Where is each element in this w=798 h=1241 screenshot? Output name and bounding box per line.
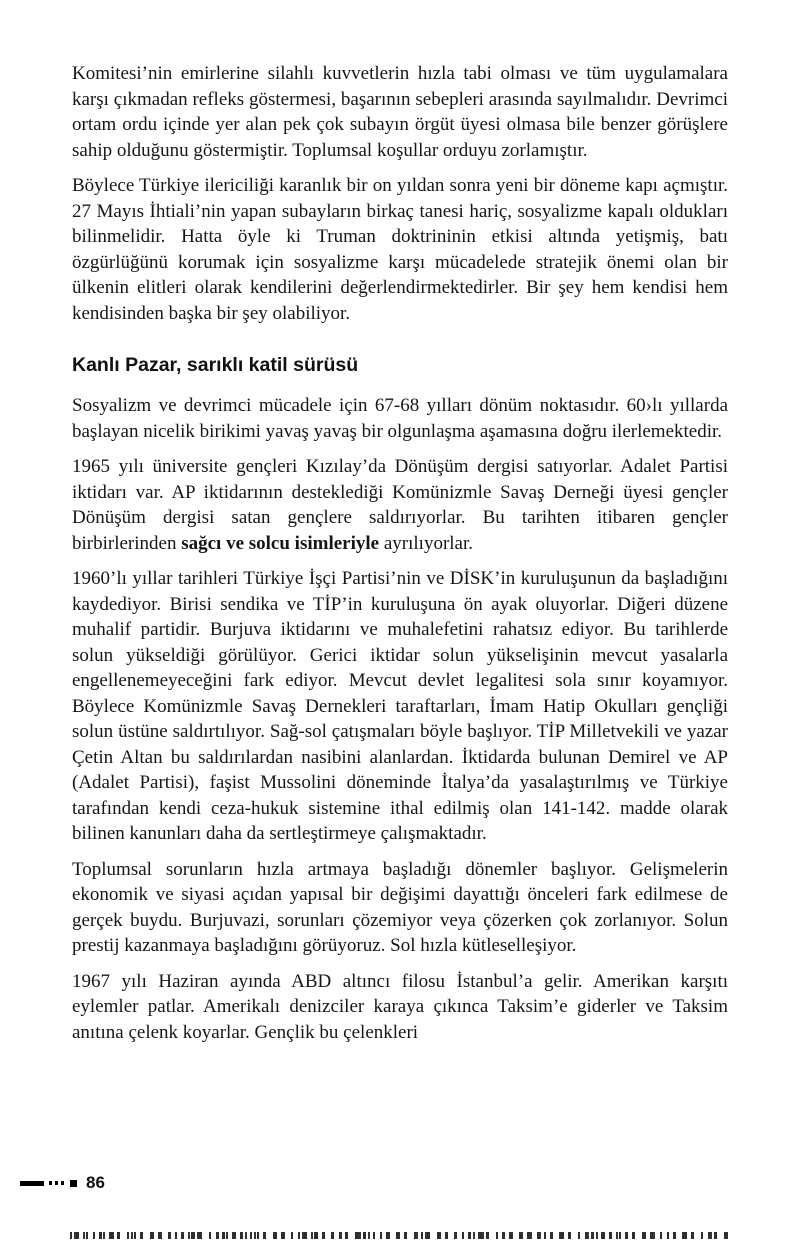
paragraph-4	[72, 454, 728, 556]
paragraph-3: Sosyalizm ve devrimci mücadele için 67-68 yılları dönüm noktasıdır. 60›lı yıllarda başlayan nicelik birikimi yavaş yavaş bir olgunlaşma aşamasına doğru ilerlemektedir.	[72, 395, 728, 442]
page-number: 86	[86, 1173, 105, 1192]
footer-dash-decoration	[20, 1181, 44, 1186]
footer-dot-decoration	[55, 1181, 58, 1185]
paragraph-4-bold-phrase: sağcı ve solcu isimleriyle	[181, 532, 380, 554]
footer-square-decoration	[70, 1180, 77, 1187]
paragraph-2: Böylece Türkiye ilericiliği karanlık bir on yıldan sonra yeni bir döneme kapı açmıştır. 27 Mayıs İhtiali’nin yapan subayların birkaç tanesi hariç, sosyalizme kapalı oldukları bilinmelidir. Hatta öyle ki Truman doktrininin etkisi altında yetişmiş, batı özgürlüğünü korumak için sosyalizme karşı mücadelede stratejik önemi olan bir ülkenin elitleri olarak kendilerini değerlendirmektedirler. Bir şey hem kendisi hem kendisinden başka bir şey olabiliyor.	[72, 175, 728, 324]
footer-dot-decoration	[61, 1181, 64, 1185]
page-body	[72, 61, 728, 1055]
next-page-text-sliver	[70, 1232, 728, 1239]
paragraph-5: 1960’lı yıllar tarihleri Türkiye İşçi Partisi’nin ve DİSK’in kuruluşunun da başladığını kaydediyor. Birisi sendika ve TİP’in kuruluşuna ön ayak oluyorlar. Diğeri düzene muhalif partidir. Burjuva iktidarını ve muhalefetini rahatsız ediyor. Bu tarihlerde solun yükseldiği görülüyor. Gerici iktidar solun yükselişinin mevcut yasalarla engellenemeyeceğini fark ediyor. Mevcut devlet legalitesi sola sınır koyamıyor. Böylece Komünizmle Savaş Dernekleri taraftarları, İmam Hatip Okulları gençliği solun üstüne saldırtılıyor. Sağ-sol çatışmaları böyle başlıyor. TİP Milletvekili ve yazar Çetin Altan bu saldırılardan nasibini alanlardan. İktidarda bulunan Demirel ve AP (Adalet Partisi), faşist Mussolini döneminde İtalya’da yasalaştırılmış ve Türkiye tarafından kendi ceza-hukuk sistemine ithal edilmiş olan 141-142. madde olarak bilinen kanunları daha da sertleştirmeye çalışmaktadır.	[72, 568, 728, 844]
page-footer	[20, 1174, 105, 1192]
paragraph-1: Komitesi’nin emirlerine silahlı kuvvetlerin hızla tabi olması ve tüm uygulamalara karşı çıkmadan refleks göstermesi, başarının sebepleri arasında sayılmalıdır. Devrimci ortam ordu içinde yer alan pek çok subayın örgüt üyesi olmasa bile benzer görüşlere sahip olduğunu göstermiştir. Toplumsal koşullar orduyu zorlamıştır.	[72, 63, 728, 161]
paragraph-6: Toplumsal sorunların hızla artmaya başladığı dönemler başlıyor. Gelişmelerin ekonomik ve siyasi açıdan yapısal bir değişimi dayattığı önceleri fark edilmese de gerçek buydu. Burjuvazi, sorunları çözemiyor veya çözerken çok zorlanıyor. Solun prestij kazanmaya başladığını görüyoruz. Sol hızla kütleselleşiyor.	[72, 858, 728, 956]
paragraph-4-text-before: 1965 yılı üniversite gençleri Kızılay’da Dönüşüm dergisi satıyorlar. Adalet Partisi iktidarı var. AP iktidarının desteklediği Komünizmle Savaş Derneği üyesi gençler Dönüşüm dergisi satan gençlere saldırıyorlar. Bu tarihten itibaren gençler birbirlerinden	[72, 456, 728, 554]
paragraph-7: 1967 yılı Haziran ayında ABD altıncı filosu İstanbul’a gelir. Amerikan karşıtı eylemler patlar. Amerikalı denizciler karaya çıkınca Taksim’e giderler ve Taksim anıtına çelenk koyarlar. Gençlik bu çelenkleri	[72, 970, 728, 1043]
footer-dot-decoration	[49, 1181, 52, 1185]
section-heading: Kanlı Pazar, sarıklı katil sürüsü	[72, 354, 359, 376]
paragraph-4-text-after: ayrılıyorlar.	[379, 532, 474, 554]
